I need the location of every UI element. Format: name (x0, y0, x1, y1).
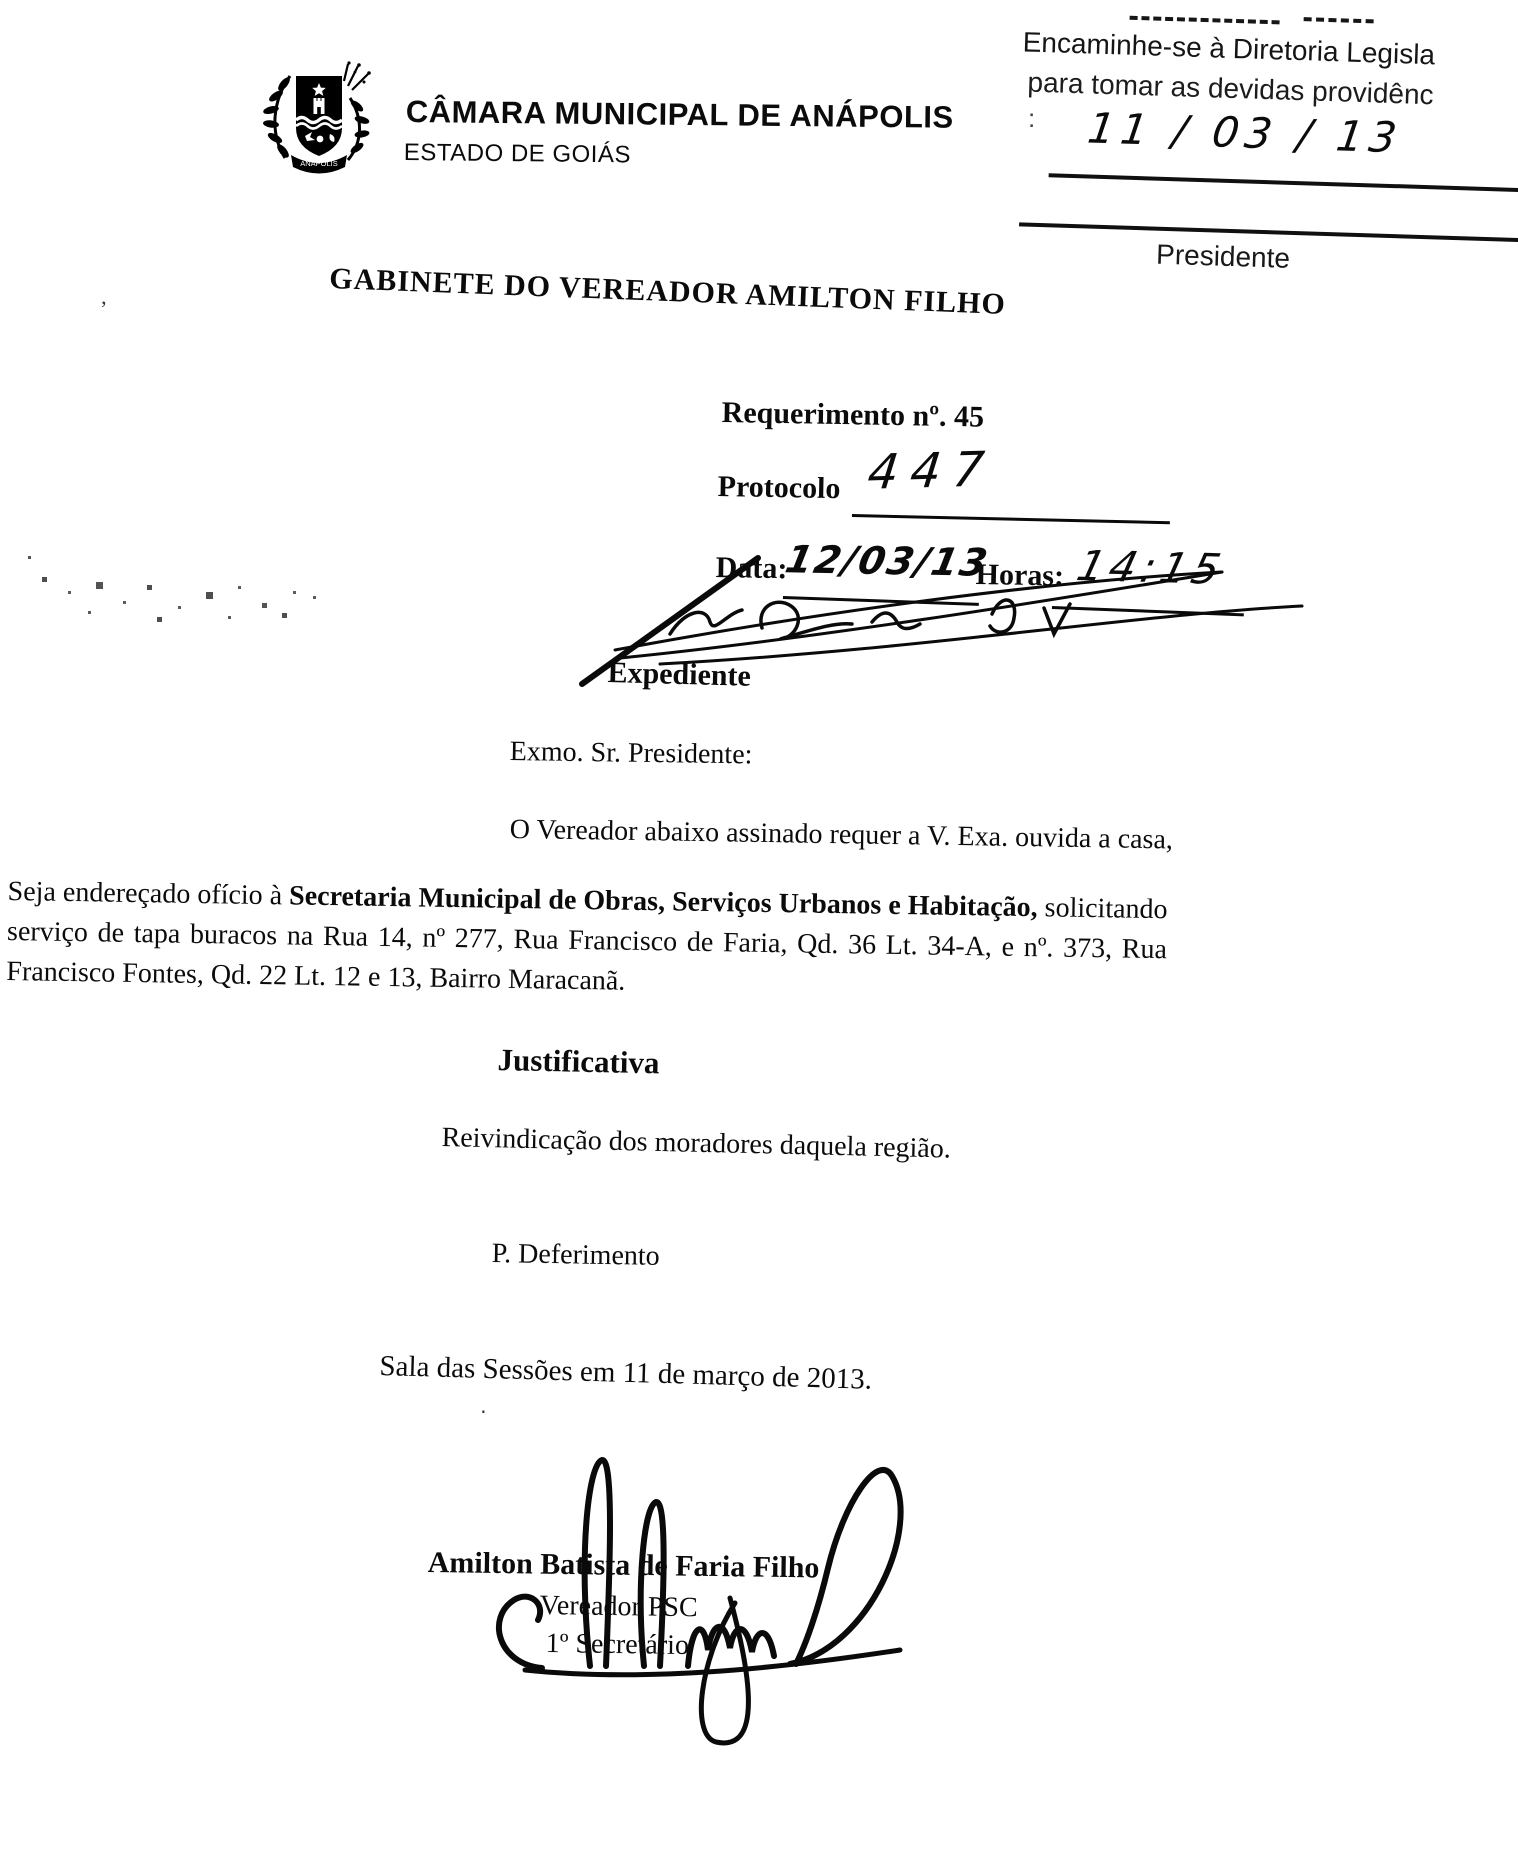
expediente-heading: Expediente (607, 656, 752, 693)
stamp-handwritten-date: 11 / 03 / 13 (1084, 103, 1406, 163)
place-date-line: Sala das Sessões em 11 de março de 2013. (379, 1350, 873, 1396)
date-value-handwritten: 12/03/13 (781, 537, 993, 585)
stamp-role-label: Presidente (1155, 238, 1291, 274)
stamp-line-1: Encaminhe-se à Diretoria Legisla (1022, 26, 1436, 71)
stray-apostrophe: ’ (100, 296, 108, 321)
signer-role: Vereador PSC (539, 1590, 698, 1624)
justification-text: Reivindicação dos moradores daquela região. (441, 1122, 952, 1165)
org-title-stray-colon: : (1028, 103, 1036, 133)
date-label: Data: (715, 551, 788, 586)
intro-line: O Vereador abaixo assinado requer a V. Exa. ouvida a casa, (509, 814, 1174, 856)
state-subtitle: ESTADO DE GOIÁS (403, 139, 632, 169)
org-title: CÂMARA MUNICIPAL DE ANÁPOLIS (405, 94, 954, 135)
signer-name: Amilton Batista de Faria Filho (427, 1546, 820, 1585)
stamp-line-2: para tomar as devidas providênc (1027, 66, 1435, 111)
time-value-handwritten: 14:15 (1072, 541, 1231, 594)
salutation: Exmo. Sr. Presidente: (509, 736, 753, 771)
small-scan-mark: ․ (480, 1396, 487, 1418)
request-paragraph-pre: Seja endereçado ofício à (7, 875, 290, 912)
request-paragraph (6, 872, 1168, 1010)
request-paragraph-post: solicitando serviço de tapa buracos na Rua 14, nº 277, Rua Francisco de Faria, Qd. 36 Lt. 34-A, e nº. 373, Rua Francisco Fontes, Qd. 22 Lt. 12 e 13, Bairro Maracanã. (6, 892, 1168, 997)
closing-line: P. Deferimento (491, 1238, 660, 1272)
stamp-top-dash-2 (1304, 17, 1374, 23)
time-label: Horas: (975, 558, 1065, 593)
routing-stamp (1003, 4, 1518, 311)
request-paragraph-bold: Secretaria Municipal de Obras, Serviços Urbanos e Habitação, (288, 880, 1038, 924)
coat-of-arms-icon (258, 58, 378, 188)
protocol-number-handwritten: 447 (864, 441, 999, 501)
office-heading: GABINETE DO VEREADOR AMILTON FILHO (328, 262, 1007, 321)
signer-position: 1º Secretário (545, 1628, 690, 1661)
justification-heading: Justificativa (497, 1042, 660, 1081)
stamp-date-line (1049, 173, 1518, 192)
scan-noise (28, 556, 31, 559)
protocol-underline (852, 514, 1170, 524)
stamp-signature-line (1019, 222, 1518, 242)
protocol-label: Protocolo (717, 470, 841, 506)
clerk-signature (520, 552, 1320, 692)
crest-banner-text: ANÁPOLIS (300, 159, 338, 168)
signer-signature (427, 1418, 970, 1758)
request-title: Requerimento nº. 45 (721, 396, 985, 434)
stamp-top-dash (1130, 16, 1280, 25)
